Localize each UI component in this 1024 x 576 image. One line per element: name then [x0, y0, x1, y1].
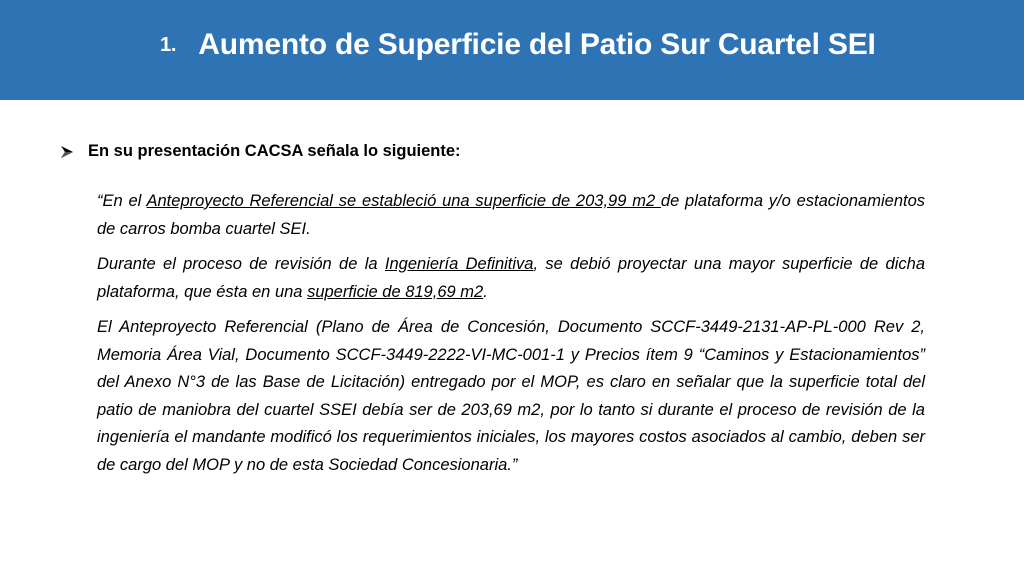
quote-block	[97, 188, 925, 487]
bullet-item	[60, 142, 461, 161]
quote-paragraph-2	[97, 251, 925, 306]
quote-paragraph-1	[97, 188, 925, 243]
p2-underlined-ingenieria: Ingeniería Definitiva	[384, 255, 534, 273]
bullet-text: En su presentación CACSA señala lo siguiente:	[88, 142, 461, 160]
title-text: Aumento de Superficie del Patio Sur Cuartel SEI	[198, 28, 876, 61]
title-number: 1.	[160, 34, 177, 56]
p2-text-c: .	[483, 282, 488, 301]
p1-text-a: “En el	[97, 192, 147, 210]
arrow-bullet-icon	[60, 145, 74, 159]
p1-text-b: de plataforma y/o estacionamientos de carros bomba cuartel SEI.	[97, 192, 926, 238]
quote-paragraph-3: El Anteproyecto Referencial (Plano de Área de Concesión, Documento SCCF-3449-2131-AP-PL-000 Rev 2, Memoria Área Vial, Documento SCCF-3449-2222-VI-MC-001-1 y Precios ítem 9 “Caminos y Estacionamientos” del Anexo N°3 de las Base de Licitación) entregado por el MOP, es claro en señalar que la superficie total del patio de maniobra del cuartel SSEI debía ser de 203,69 m2, por lo tanto si durante el proceso de revisión de la ingeniería el mandante modificó los requerimientos iniciales, los mayores costos asociados al cambio, deben ser de cargo del MOP y no de esta Sociedad Concesionaria.”	[97, 318, 925, 474]
p2-underlined-superficie: superficie de 819,69 m2	[307, 282, 484, 301]
p2-text-a: Durante el proceso de revisión de la	[97, 255, 385, 273]
p1-underlined-anteproyecto: Anteproyecto Referencial se estableció una superficie de 203,99 m2	[146, 192, 661, 210]
slide-title	[160, 28, 876, 62]
p2-text-b: , se debió proyectar una mayor superficie de dicha plataforma, que ésta en una	[97, 255, 925, 301]
title-bar	[0, 0, 1024, 100]
